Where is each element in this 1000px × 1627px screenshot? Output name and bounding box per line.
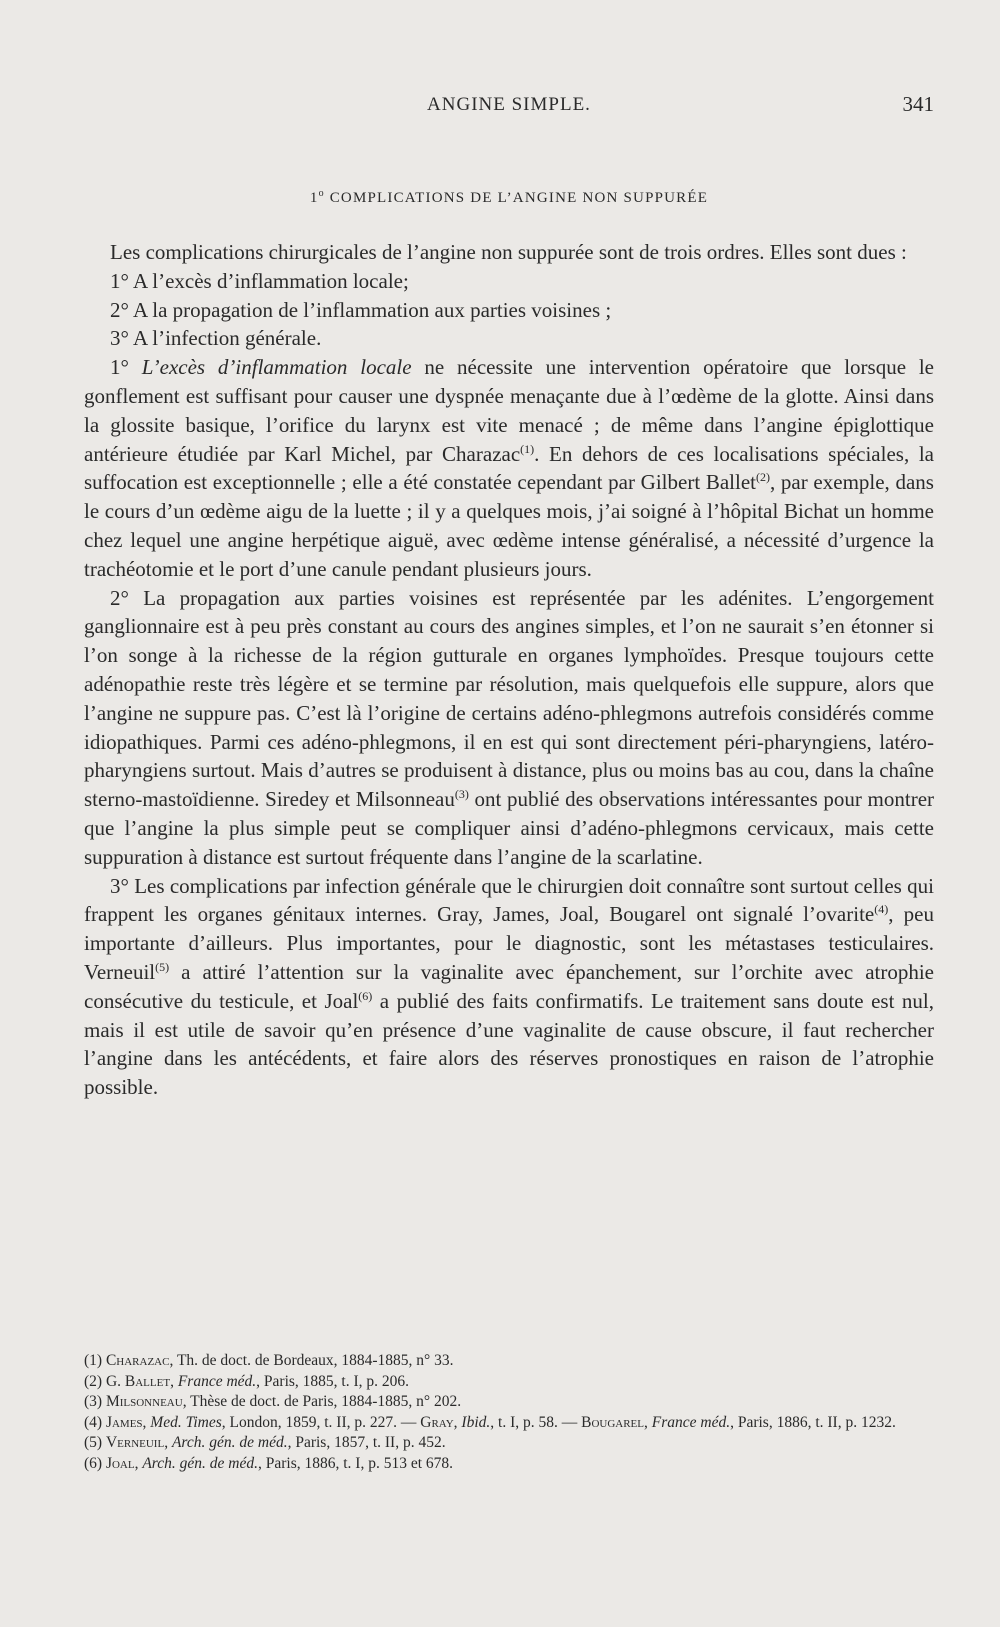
- footnote: (4) James, Med. Times, London, 1859, t. II, p. 227. — Gray, Ibid., t. I, p. 58. — Bougarel, France méd., Paris, 1886, t. II, p. 1232.: [84, 1413, 896, 1431]
- footnote-author: James: [105, 1413, 143, 1431]
- footnote-author: Milsonneau: [105, 1393, 183, 1410]
- text-run: , peu importante d’ailleurs. Plus importantes, pour le diagnostic, sont les métastases testiculaires. Verneuil: [84, 902, 934, 984]
- footnote: (2) G. Ballet, France méd., Paris, 1885, t. I, p. 206.: [84, 1372, 409, 1390]
- footnote-author: Bougarel: [581, 1413, 644, 1431]
- footnote-mark: (4): [84, 1413, 103, 1431]
- footnote-journal: France méd.: [651, 1413, 731, 1431]
- paragraph-general-infection: [84, 872, 934, 1102]
- footnote-ref[interactable]: (4): [874, 902, 889, 917]
- italic-term: L’excès d’inflammation locale: [141, 355, 412, 380]
- footnote: [84, 1392, 934, 1413]
- footnote: [84, 1351, 934, 1372]
- text-run: a publié des faits confirmatifs. Le traitement sans doute est nul, mais il est utile de savoir qu’en présence d’une vaginalite de cause obscure, il faut rechercher l’angine dans les antécédents, et faire alors des réserves pronostiques en raison de l’atrophie possible.: [84, 988, 934, 1100]
- list-item: 1° A l’excès d’inflammation locale;: [110, 268, 409, 293]
- footnote-journal: France méd.: [177, 1372, 257, 1390]
- footnote-text: , Th. de doct. de Bordeaux, 1884-1885, n° 33.: [169, 1352, 454, 1369]
- running-title: ANGINE SIMPLE.: [427, 94, 591, 115]
- running-head: [84, 92, 934, 122]
- text-run: . En dehors de ces localisations spéciales, la suffocation est exceptionnelle ; elle a été constatée cependant par Gilbert Ballet: [84, 441, 934, 495]
- footnote-text: , London, 1859, t. II, p. 227. —: [221, 1413, 421, 1431]
- footnote-ref[interactable]: (1): [520, 441, 535, 456]
- footnote-author: G. Ballet: [105, 1372, 171, 1390]
- text-run: ont publié des observations intéressantes pour montrer que l’angine la plus simple peut se compliquer ainsi d’adéno-phlegmons cervicaux, mais cette suppuration à distance est surtout fréquente dans l’angine de la scarlatine.: [84, 787, 935, 869]
- list-item: 2° A la propagation de l’inflammation aux parties voisines ;: [110, 297, 612, 322]
- paragraph-propagation: [84, 584, 934, 872]
- text-run: 3° Les complications par infection générale que le chirurgien doit connaître sont surtout celles qui frappent les organes génitaux internes. Gray, James, Joal, Bougarel ont signalé l’ovarite: [84, 873, 934, 927]
- footnote-text: , Thèse de doct. de Paris, 1884-1885, n° 202.: [182, 1393, 462, 1410]
- footnote-author: Gray: [420, 1413, 454, 1431]
- footnote-ref[interactable]: (6): [358, 988, 373, 1003]
- footnote-ref[interactable]: (2): [756, 470, 770, 485]
- footnote-text: , Paris, 1885, t. I, p. 206.: [256, 1372, 409, 1390]
- footnote-ref[interactable]: (5): [155, 959, 170, 974]
- footnote-text: , Paris, 1886, t. II, p. 1232.: [730, 1413, 896, 1431]
- footnote-text: , Paris, 1857, t. II, p. 452.: [287, 1434, 446, 1451]
- footnote-mark: (1): [84, 1352, 103, 1369]
- footnote-journal: Ibid.: [461, 1413, 491, 1431]
- intro-paragraph: Les complications chirurgicales de l’angine non suppurée sont de trois ordres. Elles sont dues :: [110, 240, 907, 264]
- footnote-author: Charazac: [105, 1352, 170, 1369]
- section-number: 1: [309, 190, 319, 206]
- footnote-mark: (2): [84, 1372, 103, 1390]
- page-number: 341: [902, 92, 934, 116]
- paragraph-number: 1°: [110, 355, 129, 380]
- footnote: (6) Joal, Arch. gén. de méd., Paris, 1886, t. I, p. 513 et 678.: [84, 1454, 454, 1472]
- footnote-mark: (3): [84, 1393, 103, 1410]
- section-heading: [84, 188, 934, 207]
- section-title: COMPLICATIONS DE L’ANGINE NON SUPPURÉE: [329, 190, 709, 206]
- footnote-mark: (5): [84, 1434, 103, 1451]
- footnote-ref[interactable]: (3): [454, 787, 469, 802]
- list-item: 3° A l’infection générale.: [110, 326, 322, 351]
- footnote-text: , Paris, 1886, t. I, p. 513 et 678.: [257, 1454, 454, 1472]
- footnote-journal: Arch. gén. de méd.: [142, 1454, 258, 1472]
- footnote-author: Joal: [105, 1454, 135, 1472]
- footnote-mark: (6): [84, 1454, 103, 1472]
- body-text: [84, 238, 934, 1102]
- section-degree: o: [318, 188, 325, 199]
- footnote-journal: Arch. gén. de méd.: [171, 1434, 288, 1451]
- text-run: a attiré l’attention sur la vaginalite avec épanchement, sur l’orchite avec atrophie consécutive du testicule, et Joal: [84, 959, 934, 1013]
- text-run: ne nécessite une intervention opératoire que lorsque le gonflement est suffisant pour causer une dyspnée menaçante due à l’œdème de la glotte. Ainsi dans la glossite basique, l’orifice du larynx est vite menacé ; de même dans l’angine épiglottique antérieure étudiée par Karl Michel, par Charazac: [84, 355, 934, 466]
- text-run: , par exemple, dans le cours d’un œdème aigu de la luette ; il y a quelques mois, j’ai soigné à l’hôpital Bichat un homme chez lequel une angine herpétique aiguë, avec œdème intense généralisé, a nécessité d’urgence la trachéotomie et le port d’une canule pendant plusieurs jours.: [84, 470, 934, 581]
- footnote-journal: Med. Times: [150, 1413, 222, 1431]
- footnote: (5) Verneuil, Arch. gén. de méd., Paris, 1857, t. II, p. 452.: [84, 1434, 446, 1451]
- footnote-text: , t. I, p. 58. —: [490, 1413, 582, 1431]
- footnote-author: Verneuil: [105, 1434, 165, 1451]
- paragraph-local-inflammation: [84, 353, 934, 583]
- footnotes: [84, 1351, 934, 1474]
- text-run: 2° La propagation aux parties voisines est représentée par les adénites. L’engorgement ganglionnaire est à peu près constant au cours des angines simples, et l’on ne saurait s’en étonner si l’on songe à la richesse de la région gutturale en organes lymphoïdes. Presque toujours cette adénopathie reste très légère et se termine par résolution, mais quelquefois elle suppure, alors que l’angine ne suppure pas. C’est là l’origine de certains adéno-phlegmons autrefois considérés comme idiopathiques. Parmi ces adéno-phlegmons, il en est qui sont directement péri-pharyngiens, latéro-pharyngiens surtout. Mais d’autres se produisent à distance, plus ou moins bas au cou, dans la chaîne sterno-mastoïdienne. Siredey et Milsonneau: [84, 585, 934, 812]
